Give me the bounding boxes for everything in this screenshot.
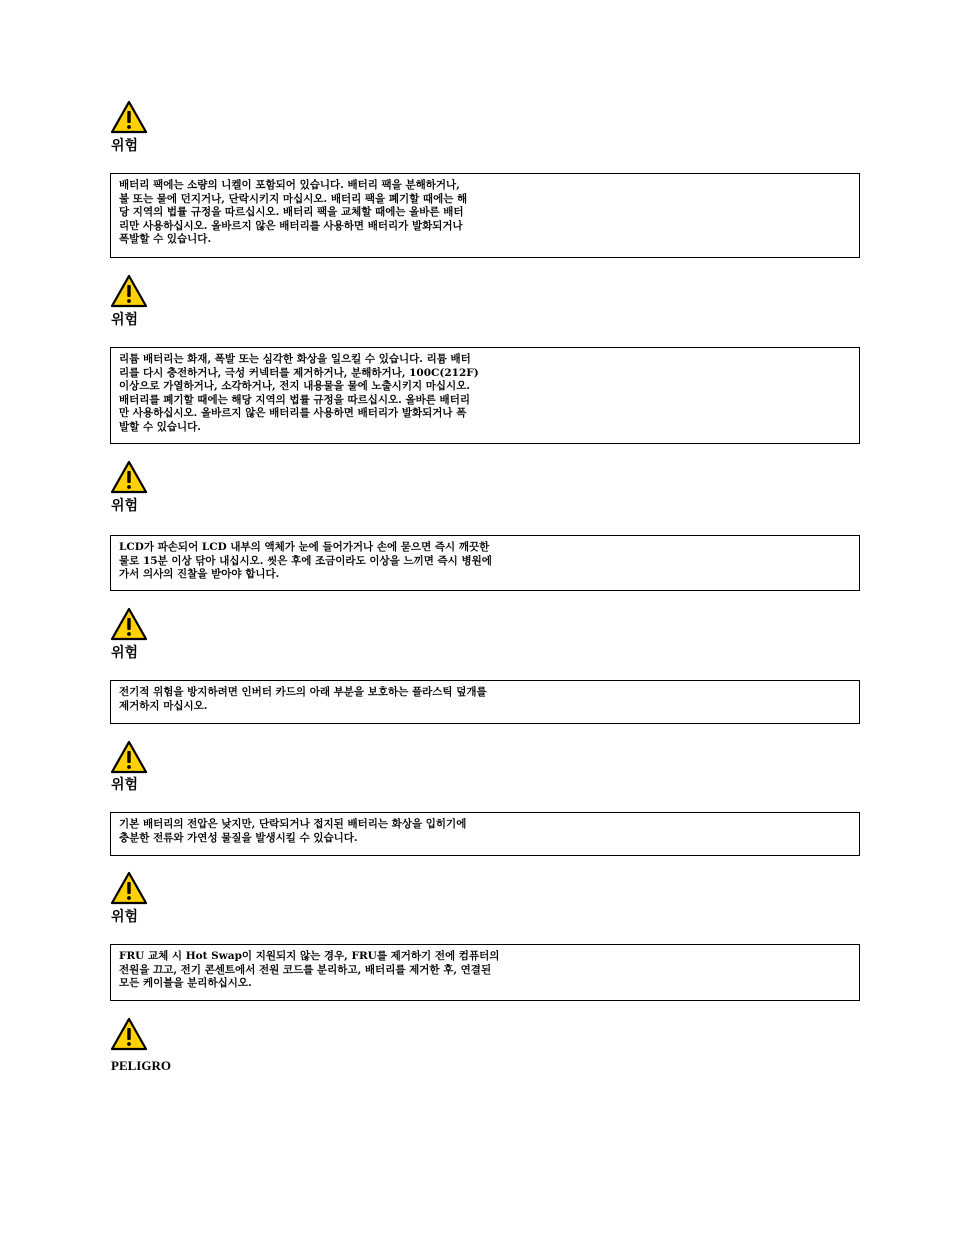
warning-triangle-icon <box>110 1017 148 1051</box>
peligro-label: PELIGRO <box>111 1058 171 1073</box>
notice-line: 가서 의사의 진찰을 받아야 합니다. <box>119 568 280 581</box>
notice-box-nickel-battery <box>110 173 860 258</box>
notice-line: 전기적 위험을 방지하려면 인버터 카드의 아래 부분을 보호하는 플라스틱 덮개를 <box>119 686 487 698</box>
danger-label: 위험 <box>111 645 139 661</box>
notice-box-backup-battery <box>110 812 860 856</box>
notice-box-lithium-battery <box>110 347 860 444</box>
notice-line: FRU 교체 시 Hot Swap이 지원되지 않는 경우, FRU를 제거하기 전에 컴퓨터의 <box>119 950 500 962</box>
notice-line: 폭발할 수 있습니다. <box>119 233 212 246</box>
notice-line: 만 사용하십시오. 올바르지 않은 배터리를 사용하면 배터리가 발화되거나 폭 <box>119 407 467 420</box>
notice-line: 리튬 배터리는 화재, 폭발 또는 심각한 화상을 일으킬 수 있습니다. 리튬 배터 <box>119 353 471 365</box>
danger-label: 위험 <box>111 498 139 514</box>
notice-line: 당 지역의 법률 규정을 따르십시오. 배터리 팩을 교체할 때에는 올바른 배터 <box>119 206 464 219</box>
notice-line: 이상으로 가열하거나, 소각하거나, 전지 내용물을 물에 노출시키지 마십시오. <box>119 380 470 393</box>
notice-line: 기본 배터리의 전압은 낮지만, 단락되거나 접지된 배터리는 화상을 입히기에 <box>119 818 467 830</box>
notice-line: 모든 케이블을 분리하십시오. <box>119 977 252 990</box>
notice-line: 배터리 팩에는 소량의 니켈이 포함되어 있습니다. 배터리 팩을 분해하거나, <box>119 179 460 191</box>
warning-triangle-icon <box>110 607 148 641</box>
notice-line: LCD가 파손되어 LCD 내부의 액체가 눈에 들어가거나 손에 묻으면 즉시 깨끗한 <box>119 541 490 553</box>
notice-line: 제거하지 마십시오. <box>119 699 208 712</box>
danger-label: 위험 <box>111 312 139 328</box>
danger-label: 위험 <box>111 138 139 154</box>
notice-line: 리만 사용하십시오. 올바르지 않은 배터리를 사용하면 배터리가 발화되거나 <box>119 219 463 232</box>
warning-triangle-icon <box>110 100 148 134</box>
warning-triangle-icon <box>110 274 148 308</box>
notice-line: 리를 다시 충전하거나, 극성 커넥터를 제거하거나, 분해하거나, 100C(212F) <box>119 366 479 379</box>
warning-triangle-icon <box>110 871 148 905</box>
notice-line: 배터리를 폐기할 때에는 해당 지역의 법률 규정을 따르십시오. 올바른 배터리 <box>119 393 470 406</box>
notice-line: 발할 수 있습니다. <box>119 420 201 433</box>
notice-line: 충분한 전류와 가연성 물질을 발생시킬 수 있습니다. <box>119 831 358 844</box>
danger-label: 위험 <box>111 777 139 793</box>
notice-box-inverter-cover <box>110 680 860 724</box>
notice-line: 불 또는 물에 던지거나, 단락시키지 마십시오. 배터리 팩을 폐기할 때에는 해 <box>119 192 468 205</box>
notice-line: 물로 15분 이상 닦아 내십시오. 씻은 후에 조금이라도 이상을 느끼면 즉시 병원에 <box>119 554 492 567</box>
danger-label: 위험 <box>111 909 139 925</box>
warning-triangle-icon <box>110 460 148 494</box>
warning-triangle-icon <box>110 740 148 774</box>
notice-box-lcd-liquid <box>110 535 860 591</box>
notice-box-fru-hot-swap <box>110 944 860 1001</box>
notice-line: 전원을 끄고, 전기 콘센트에서 전원 코드를 분리하고, 배터리를 제거한 후, 연결된 <box>119 963 492 976</box>
